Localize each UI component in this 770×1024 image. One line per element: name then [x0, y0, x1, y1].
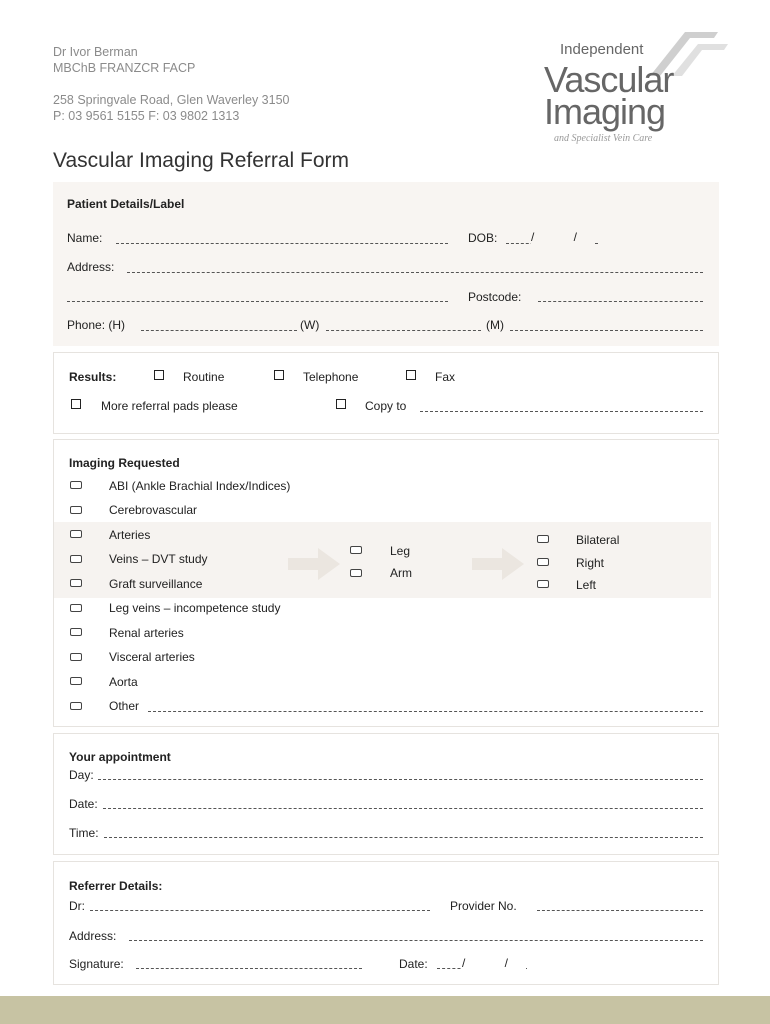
- limb-option-leg: Leg: [390, 544, 411, 558]
- signature-field[interactable]: [136, 968, 362, 969]
- practice-logo: [540, 28, 730, 153]
- imaging-item-visceral: Visceral arteries: [109, 650, 195, 664]
- provider-number-field[interactable]: [537, 910, 703, 911]
- more-pads-checkbox[interactable]: [71, 399, 81, 409]
- aorta-checkbox[interactable]: [70, 677, 82, 685]
- telephone-label: Telephone: [303, 370, 359, 384]
- practice-contact: P: 03 9561 5155 F: 03 9802 1313: [53, 109, 240, 123]
- patient-heading: Patient Details/Label: [67, 197, 185, 211]
- imaging-item-graft: Graft surveillance: [109, 577, 203, 591]
- arm-checkbox[interactable]: [350, 569, 362, 577]
- dob-separators: / /: [531, 230, 596, 244]
- arrow-right-icon: [288, 546, 342, 582]
- copy-to-label: Copy to: [365, 399, 407, 413]
- results-heading: Results:: [69, 370, 117, 384]
- referrer-address-field[interactable]: [129, 940, 703, 941]
- arteries-checkbox[interactable]: [70, 530, 82, 538]
- veins-dvt-checkbox[interactable]: [70, 555, 82, 563]
- appointment-heading: Your appointment: [69, 750, 171, 764]
- fax-label: Fax: [435, 370, 456, 384]
- date-label: Date:: [69, 797, 98, 811]
- time-label: Time:: [69, 826, 99, 840]
- day-field[interactable]: [98, 779, 703, 780]
- postcode-field[interactable]: [538, 301, 703, 302]
- more-pads-label: More referral pads please: [101, 399, 238, 413]
- name-field[interactable]: [116, 243, 448, 244]
- side-option-left: Left: [576, 578, 597, 592]
- provider-number-label: Provider No.: [450, 899, 517, 913]
- referrer-date-label: Date:: [399, 957, 428, 971]
- time-field[interactable]: [104, 837, 703, 838]
- leg-veins-checkbox[interactable]: [70, 604, 82, 612]
- copy-to-checkbox[interactable]: [336, 399, 346, 409]
- referrer-dr-field[interactable]: [90, 910, 430, 911]
- dob-label: DOB:: [468, 231, 498, 245]
- imaging-item-leg-veins: Leg veins – incompetence study: [109, 601, 281, 615]
- abi-checkbox[interactable]: [70, 481, 82, 489]
- practice-info: [53, 44, 289, 124]
- routine-label: Routine: [183, 370, 225, 384]
- doctor-name: Dr Ivor Berman: [53, 45, 138, 59]
- bilateral-checkbox[interactable]: [537, 535, 549, 543]
- imaging-item-arteries: Arteries: [109, 528, 151, 542]
- doctor-qualifications: MBChB FRANZCR FACP: [53, 61, 196, 75]
- address-label: Address:: [67, 260, 115, 274]
- other-checkbox[interactable]: [70, 702, 82, 710]
- other-field[interactable]: [148, 711, 703, 712]
- address-field-line2[interactable]: [67, 301, 448, 302]
- footer-band: [0, 996, 770, 1024]
- signature-label: Signature:: [69, 957, 124, 971]
- fax-checkbox[interactable]: [406, 370, 416, 380]
- left-checkbox[interactable]: [537, 580, 549, 588]
- results-section: [53, 352, 719, 434]
- phone-work-field[interactable]: [326, 330, 481, 331]
- logo-tagline: and Specialist Vein Care: [554, 133, 653, 144]
- imaging-item-veins-dvt: Veins – DVT study: [109, 552, 208, 566]
- logo-line-imaging: Imaging: [544, 91, 666, 132]
- leg-checkbox[interactable]: [350, 546, 362, 554]
- imaging-item-cerebrovascular: Cerebrovascular: [109, 503, 198, 517]
- side-option-bilateral: Bilateral: [576, 533, 620, 547]
- phone-home-label: Phone: (H): [67, 318, 126, 332]
- address-field-line1[interactable]: [127, 272, 703, 273]
- imaging-item-renal: Renal arteries: [109, 626, 184, 640]
- day-label: Day:: [69, 768, 94, 782]
- telephone-checkbox[interactable]: [274, 370, 284, 380]
- routine-checkbox[interactable]: [154, 370, 164, 380]
- imaging-item-abi: ABI (Ankle Brachial Index/Indices): [109, 479, 291, 493]
- side-option-right: Right: [576, 556, 605, 570]
- right-checkbox[interactable]: [537, 558, 549, 566]
- postcode-label: Postcode:: [468, 290, 522, 304]
- renal-arteries-checkbox[interactable]: [70, 628, 82, 636]
- phone-work-label: (W): [300, 318, 320, 332]
- arrow-right-icon: [472, 546, 526, 582]
- practice-address: 258 Springvale Road, Glen Waverley 3150: [53, 93, 290, 107]
- imaging-item-other: Other: [109, 699, 140, 713]
- referrer-heading: Referrer Details:: [69, 879, 163, 893]
- logo-line-independent: Independent: [560, 41, 644, 58]
- cerebrovascular-checkbox[interactable]: [70, 506, 82, 514]
- phone-mobile-field[interactable]: [510, 330, 703, 331]
- graft-surveillance-checkbox[interactable]: [70, 579, 82, 587]
- imaging-item-aorta: Aorta: [109, 675, 138, 689]
- date-field[interactable]: [103, 808, 703, 809]
- logo-line-vascular: Vascular: [544, 59, 674, 100]
- copy-to-field[interactable]: [420, 411, 703, 412]
- referrer-address-label: Address:: [69, 929, 117, 943]
- imaging-heading: Imaging Requested: [69, 456, 180, 470]
- referrer-dr-label: Dr:: [69, 899, 85, 913]
- visceral-arteries-checkbox[interactable]: [70, 653, 82, 661]
- phone-mobile-label: (M): [486, 318, 504, 332]
- limb-option-arm: Arm: [390, 566, 412, 580]
- form-title: Vascular Imaging Referral Form: [53, 149, 350, 172]
- name-label: Name:: [67, 231, 103, 245]
- referrer-date-separators: / /: [462, 956, 527, 970]
- phone-home-field[interactable]: [141, 330, 297, 331]
